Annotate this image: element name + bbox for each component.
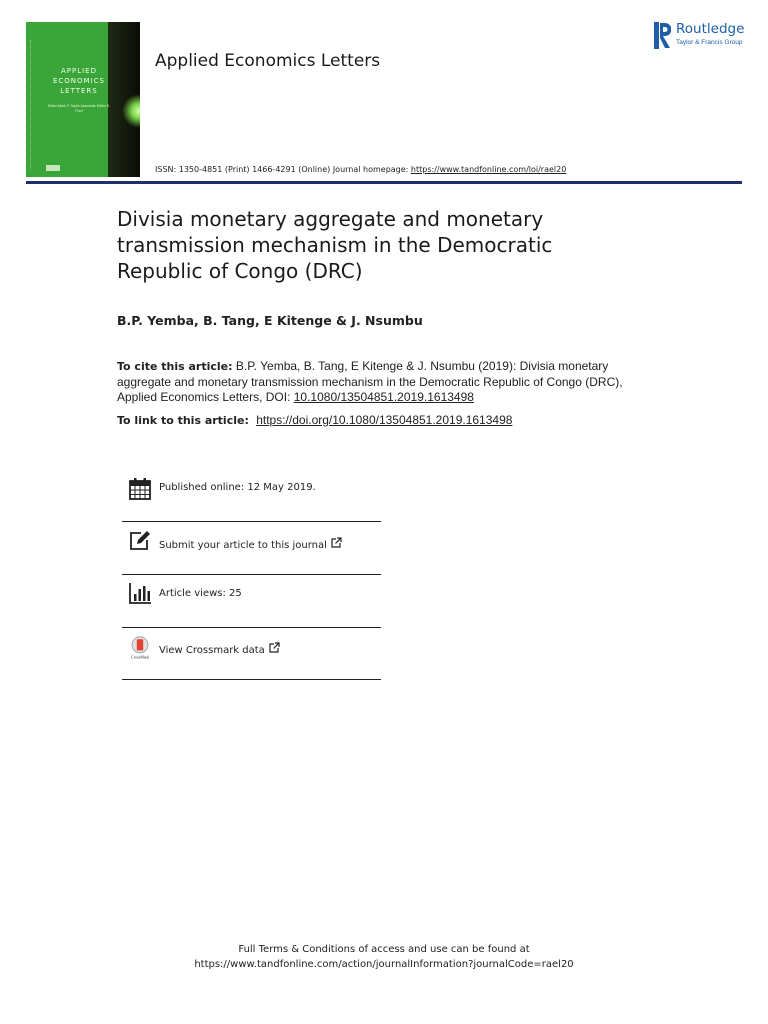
footer-terms-link[interactable]: https://www.tandfonline.com/action/journalInformation?journalCode=rael20 xyxy=(194,959,574,970)
article-doi-link[interactable]: https://doi.org/10.1080/13504851.2019.1613498 xyxy=(256,413,513,427)
footer-line-1: Full Terms & Conditions of access and use can be found at xyxy=(238,944,530,955)
publisher-name: Routledge xyxy=(676,21,745,37)
submit-article-link[interactable] xyxy=(159,537,342,551)
cover-editors: Editor Mark P. Taylor Associate Editor K. Ford xyxy=(47,104,111,113)
link-label: To link to this article: xyxy=(117,414,249,427)
article-title: Divisia monetary aggregate and monetary transmission mechanism in the Democratic Republic of Congo (DRC) xyxy=(117,207,553,283)
routledge-logo-icon xyxy=(654,22,671,49)
publisher-subtitle: Taylor & Francis Group xyxy=(676,39,743,46)
article-link-block xyxy=(117,413,512,427)
footer xyxy=(0,942,768,972)
published-online-item xyxy=(124,474,382,526)
article-views-text: Article views: 25 xyxy=(159,588,242,599)
cite-text: B.P. Yemba, B. Tang, E Kitenge & J. Nsumbu (2019): Divisia monetary aggregate and monetary transmission mechanism in the Democratic Republic of Congo (DRC), Applied Economics Letters, DOI: xyxy=(117,359,623,404)
calendar-icon xyxy=(128,477,152,501)
issn-line xyxy=(155,165,566,174)
journal-cover-image xyxy=(26,22,140,177)
divider xyxy=(122,574,381,575)
article-authors: B.P. Yemba, B. Tang, E Kitenge & J. Nsumbu xyxy=(117,313,423,328)
submit-article-text: Submit your article to this journal xyxy=(159,540,327,551)
header-divider xyxy=(26,181,742,184)
divider xyxy=(122,627,381,628)
external-link-icon xyxy=(269,642,280,653)
bar-chart-icon xyxy=(128,581,152,605)
crossmark-link[interactable] xyxy=(159,642,280,656)
crossmark-text: View Crossmark data xyxy=(159,645,265,656)
divider xyxy=(122,521,381,522)
divider xyxy=(122,679,381,680)
crossmark-icon xyxy=(128,636,152,660)
journal-title: Applied Economics Letters xyxy=(155,51,381,71)
journal-homepage-link[interactable]: https://www.tandfonline.com/loi/rael20 xyxy=(410,165,567,174)
issn-text: ISSN: 1350-4851 (Print) 1466-4291 (Online) Journal homepage: xyxy=(155,165,411,174)
submit-article-item[interactable] xyxy=(124,528,382,580)
published-online-text: Published online: 12 May 2019. xyxy=(159,482,316,493)
external-link-icon xyxy=(331,537,342,548)
article-views-item xyxy=(124,580,382,632)
crossmark-icon-label: CrossMark xyxy=(131,654,149,660)
citation-block xyxy=(117,359,637,406)
cite-label: To cite this article: xyxy=(117,360,233,373)
cite-doi-link[interactable]: 10.1080/13504851.2019.1613498 xyxy=(293,390,474,404)
edit-icon xyxy=(128,529,152,553)
cover-title: APPLIED ECONOMICS LETTERS xyxy=(52,67,105,95)
